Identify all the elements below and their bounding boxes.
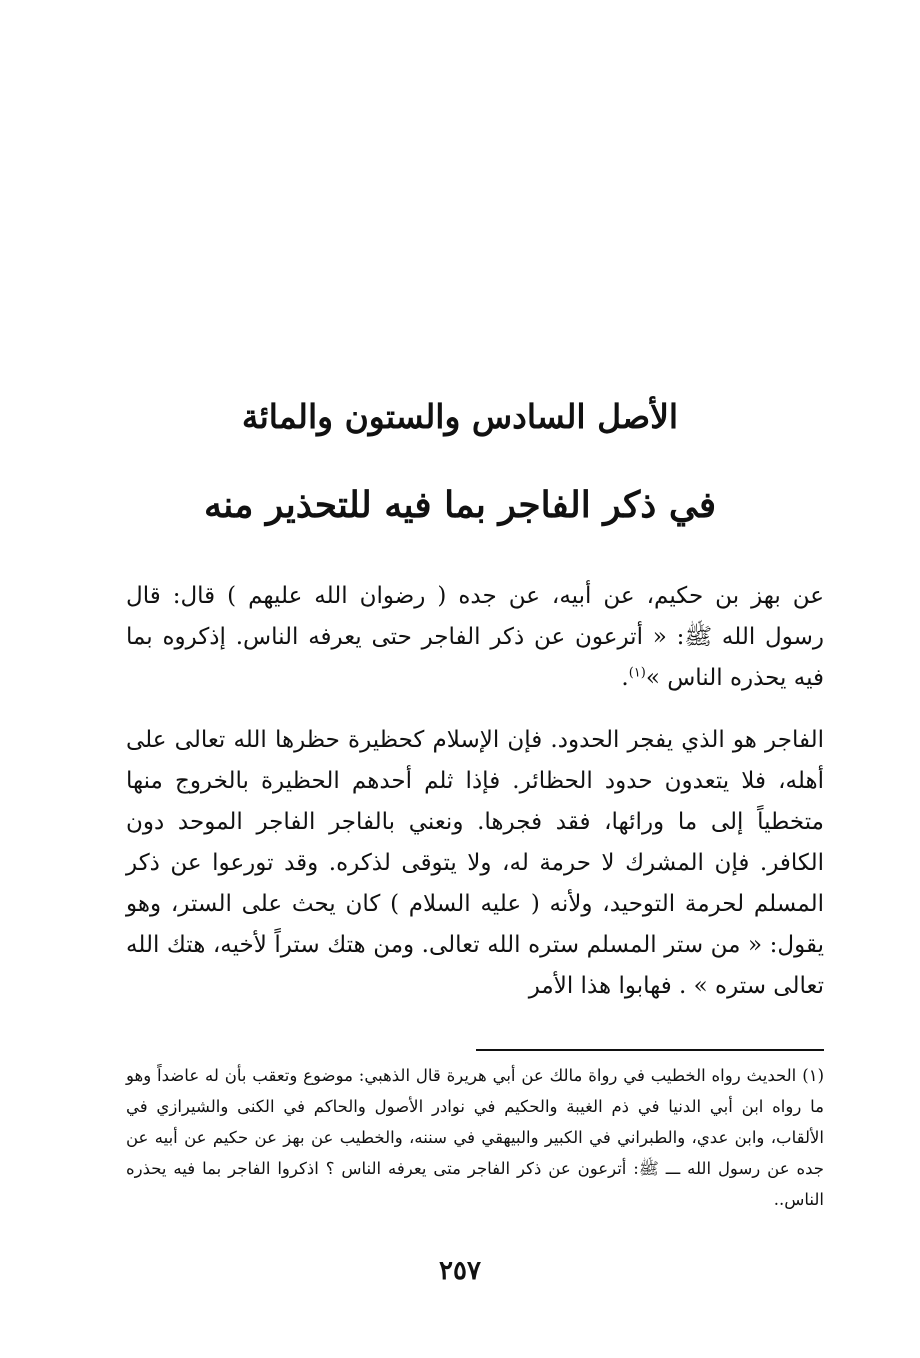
page-number: ٢٥٧: [439, 1256, 481, 1286]
footnote-reference: (١): [628, 665, 646, 681]
hadith-paragraph: [126, 576, 824, 699]
footnote: [126, 1060, 824, 1215]
footnote-marker: (١): [802, 1066, 824, 1085]
hadith-text: عن بهز بن حكيم، عن أبيه، عن جده ( رضوان الله عليهم ) قال: قال رسول الله ﷺ: « أترعون عن ذكر الفاجر حتى يعرفه الناس. إذكروه بما فيه يحذره الناس »: [126, 583, 824, 691]
footnote-text: الحديث رواه الخطيب في رواة مالك عن أبي هريرة قال الذهبي: موضوع وتعقب بأن له عاضداً وهو ما رواه ابن أبي الدنيا في ذم الغيبة والحكيم في نوادر الأصول والحاكم في الكنى والشيرازي في الألقاب، وابن عدي، والطبراني في الكبير والبيهقي في سننه، والخطيب عن بهز عن حكيم عن أبيه عن جده عن رسول الله ـــ ﷺ: أترعون عن ذكر الفاجر متى يعرفه الناس ؟ اذكروا الفاجر بما فيه يحذره الناس..: [126, 1066, 824, 1209]
chapter-subtitle: في ذكر الفاجر بما فيه للتحذير منه: [203, 484, 717, 526]
commentary-paragraph: الفاجر هو الذي يفجر الحدود. فإن الإسلام كحظيرة حظرها الله تعالى على أهله، فلا يتعدون حدود الحظائر. فإذا ثلم أحدهم الحظيرة بالخروج منها متخطياً إلى ما ورائها، فقد فجرها. ونعني بالفاجر الفاجر الموحد دون الكافر. فإن المشرك لا حرمة له، ولا يتوقى لذكره. وقد تورعوا عن ذكر المسلم لحرمة التوحيد، ولأنه ( عليه السلام ) كان يحث على الستر، وهو يقول: « من ستر المسلم ستره الله تعالى. ومن هتك ستراً لأخيه، هتك الله تعالى ستره » . فهابوا هذا الأمر: [126, 727, 824, 999]
chapter-title: الأصل السادس والستون والمائة: [241, 397, 679, 436]
hadith-end-punctuation: .: [621, 665, 629, 691]
footnote-divider: [476, 1049, 824, 1051]
